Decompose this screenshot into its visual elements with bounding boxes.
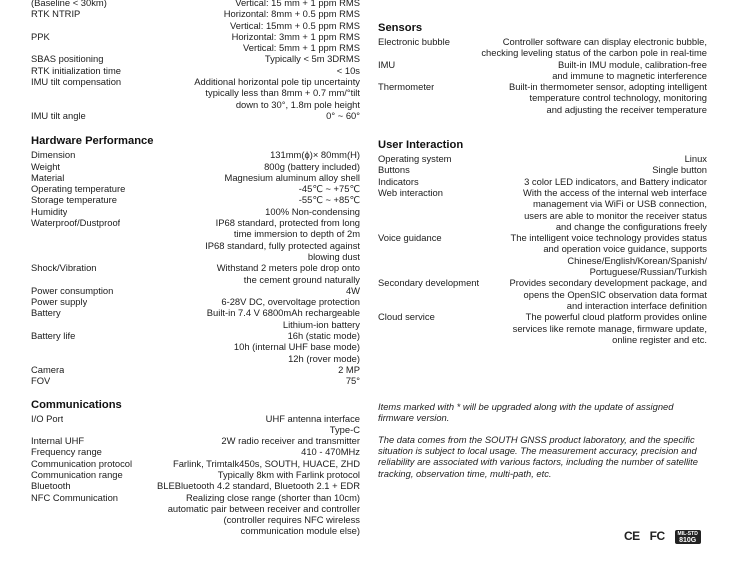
spec-value: [121, 65, 360, 76]
spec-value: [120, 217, 360, 262]
spec-value-lines: [113, 285, 360, 296]
spec-value-line: With the access of the internal web interface: [443, 187, 707, 198]
section-title: Communications: [31, 398, 122, 411]
spec-value-line: Realizing close range (shorter than 10cm): [118, 492, 360, 503]
spec-value-line: and change the configurations freely: [555, 220, 707, 232]
spec-value-line: 6-28V DC, overvoltage protection: [87, 296, 360, 307]
spec-value-line: Portuguese/Russian/Turkish: [589, 266, 707, 278]
spec-label: RTK NTRIP: [31, 8, 81, 20]
spec-value: [442, 232, 707, 277]
spec-value-line: 2 MP: [64, 364, 360, 375]
spec-row-operating-temperature: [31, 183, 360, 194]
spec-row-material: [31, 172, 360, 183]
spec-value-lines: [60, 161, 360, 172]
spec-value-lines: [125, 183, 360, 194]
spec-value-lines: [479, 277, 707, 311]
spec-value: [123, 469, 360, 480]
spec-value-lines: [63, 413, 360, 436]
spec-value-line: Vertical: 5mm + 1 ppm RMS: [243, 42, 360, 54]
spec-value-line: Controller software can display electronic bubble,: [450, 36, 707, 47]
spec-label: SBAS positioning: [31, 53, 104, 65]
spec-value: [125, 183, 360, 194]
spec-value-line: 100% Non-condensing: [67, 206, 360, 217]
spec-value: [75, 149, 360, 160]
spec-value-line: Farlink, Trimtalk450s, SOUTH, HUACE, ZHD: [132, 458, 360, 469]
spec-value-line: and interaction interface definition: [566, 299, 707, 311]
spec-value: [75, 330, 360, 364]
spec-row-communication-range: [31, 469, 360, 480]
spec-value: [107, 0, 360, 8]
section-user-interaction: [378, 139, 707, 345]
spec-value-line: blowing dust: [307, 250, 360, 262]
spec-value-lines: [97, 262, 361, 285]
spec-label: Power supply: [31, 296, 88, 308]
spec-value: [451, 153, 707, 164]
spec-row-imu-tilt-compensation: [31, 76, 360, 110]
spec-label: Bluetooth: [31, 480, 71, 492]
spec-value-line: < 10s: [121, 65, 360, 76]
spec-row-baseline-30km: [31, 0, 360, 8]
spec-label: Internal UHF: [31, 435, 85, 447]
spec-value-line: temperature control technology, monitoring: [529, 92, 707, 104]
spec-value-line: IP68 standard, fully protected against: [205, 239, 360, 251]
spec-value: [479, 277, 707, 311]
spec-value-line: online register and etc.: [612, 333, 707, 345]
spec-value: [80, 8, 360, 31]
spec-row-web-interaction: [378, 187, 707, 232]
spec-value-lines: [395, 59, 707, 82]
left-column: [31, 0, 360, 537]
spec-label: (Baseline < 30km): [31, 0, 107, 8]
spec-label: Battery life: [31, 330, 76, 342]
spec-label: IMU tilt compensation: [31, 76, 122, 88]
spec-value-line: users are able to monitor the receiver status: [524, 209, 707, 221]
spec-value: [395, 59, 707, 82]
spec-value-lines: [75, 149, 360, 160]
spec-value: [410, 164, 707, 175]
spec-label: Humidity: [31, 205, 68, 217]
spec-value-lines: [80, 8, 360, 31]
spec-row-frequency-range: [31, 446, 360, 457]
spec-label: I/O Port: [31, 412, 64, 424]
spec-value-line: checking leveling status of the carbon pole in real-time: [481, 47, 707, 59]
spec-value-lines: [107, 0, 360, 8]
spec-label: Thermometer: [378, 81, 435, 93]
spec-value-line: Horizontal: 3mm + 1 ppm RMS: [50, 31, 360, 42]
spec-row-internal-uhf: [31, 435, 360, 446]
left-sections: [31, 135, 360, 537]
spec-value: [61, 307, 360, 330]
fcc-mark-icon: FC: [649, 529, 665, 544]
mil-std-code: 810G: [679, 537, 697, 544]
spec-value-lines: [103, 53, 360, 64]
spec-value: [419, 176, 707, 187]
spec-value: [118, 492, 360, 537]
spec-label: Operating temperature: [31, 183, 126, 195]
spec-value-lines: [442, 232, 707, 277]
spec-label: Secondary development: [378, 277, 480, 289]
spec-row-rtk-ntrip: [31, 8, 360, 31]
right-sections: [378, 22, 707, 345]
spec-value-lines: [75, 330, 360, 364]
spec-value-lines: [120, 217, 360, 262]
spec-label: PPK: [31, 30, 50, 42]
spec-value-line: 4W: [113, 285, 360, 296]
spec-value-line: opens the OpenSIC observation data format: [523, 288, 707, 300]
spec-value: [63, 413, 360, 436]
spec-label: Weight: [31, 160, 61, 172]
spec-value-line: UHF antenna interface: [63, 413, 360, 424]
certification-marks: [624, 530, 701, 544]
spec-value-line: services like remote manage, firmware update,: [512, 322, 707, 334]
spec-value-lines: [86, 110, 360, 121]
spec-value: [102, 446, 360, 457]
spec-value-line: the cement ground naturally: [243, 273, 360, 285]
spec-value-line: The intelligent voice technology provides status: [442, 232, 707, 243]
spec-row-i-o-port: [31, 413, 360, 436]
spec-row-bluetooth: [31, 480, 360, 491]
spec-value: [71, 480, 360, 491]
footnote-firmware: Items marked with * will be upgraded along with the update of assigned firmware version.: [378, 401, 674, 424]
spec-value-lines: [410, 164, 707, 175]
spec-value-line: Horizontal: 8mm + 0.5 ppm RMS: [80, 8, 360, 19]
spec-row-ppk: [31, 31, 360, 54]
spec-value-line: Built-in thermometer sensor, adopting intelligent: [434, 81, 707, 92]
spec-value-lines: [118, 492, 360, 537]
spec-value: [86, 110, 360, 121]
spec-value-lines: [450, 36, 707, 59]
spec-value-lines: [443, 187, 707, 232]
spec-value-lines: [84, 435, 360, 446]
spec-value-line: 3 color LED indicators, and Battery indicator: [419, 176, 707, 187]
spec-value: [67, 206, 360, 217]
spec-value-lines: [132, 458, 360, 469]
spec-value: [64, 364, 360, 375]
spec-value-line: Linux: [451, 153, 707, 164]
spec-label: Buttons: [378, 164, 410, 176]
spec-row-voice-guidance: [378, 232, 707, 277]
mil-std-badge-icon: [675, 530, 701, 544]
spec-value-lines: [87, 296, 360, 307]
footnote-disclaimer: The data comes from the SOUTH GNSS product laboratory, and the specific situation is subject to local usage. The measurement accuracy, precision and reliability are associated with various factors, including the number of satellite tracking, observation time, multi-path, etc.: [378, 433, 698, 479]
spec-value: [443, 187, 707, 232]
spec-value-line: Built-in 7.4 V 6800mAh rechargeable: [61, 307, 360, 318]
spec-row-rtk-initialization-time: [31, 65, 360, 76]
spec-value: [97, 262, 361, 285]
spec-value-lines: [67, 206, 360, 217]
spec-value-line: down to 30°, 1.8m pole height: [235, 98, 360, 110]
spec-value-lines: [435, 311, 707, 345]
spec-value-line: time immersion to depth of 2m: [233, 228, 360, 240]
spec-row-cloud-service: [378, 311, 707, 345]
spec-value-line: Vertical: 15mm + 0.5 ppm RMS: [230, 19, 360, 31]
spec-value-line: Withstand 2 meters pole drop onto: [97, 262, 361, 273]
spec-label: IMU: [378, 58, 396, 70]
spec-row-buttons: [378, 164, 707, 175]
spec-row-humidity: [31, 206, 360, 217]
spec-label: Power consumption: [31, 284, 114, 296]
spec-value: [435, 311, 707, 345]
spec-value-line: and adjusting the receiver temperature: [546, 103, 707, 115]
spec-row-imu-tilt-angle: [31, 110, 360, 121]
spec-label: Battery: [31, 307, 61, 319]
spec-value-line: 75°: [50, 375, 360, 386]
spec-value: [84, 435, 360, 446]
spec-label: Communication protocol: [31, 457, 133, 469]
spec-value-line: 10h (internal UHF base mode): [233, 341, 360, 353]
spec-value-line: Typically 8km with Farlink protocol: [123, 469, 360, 480]
spec-value-line: IP68 standard, protected from long: [120, 217, 360, 228]
spec-value-lines: [61, 307, 360, 330]
spec-row-power-consumption: [31, 285, 360, 296]
spec-value: [50, 31, 360, 54]
spec-value-line: Lithium-ion battery: [282, 318, 360, 330]
spec-value: [450, 36, 707, 59]
spec-row-sbas-positioning: [31, 53, 360, 64]
spec-value-line: and operation voice guidance, supports: [543, 243, 707, 255]
spec-label: Cloud service: [378, 311, 435, 323]
spec-label: Voice guidance: [378, 232, 442, 244]
spec-value: [103, 53, 360, 64]
spec-row-storage-temperature: [31, 194, 360, 205]
spec-value-line: -45℃ ~ +75℃: [125, 183, 360, 194]
spec-label: Waterproof/Dustproof: [31, 217, 121, 229]
spec-value-line: BLEBluetooth 4.2 standard, Bluetooth 2.1 + EDR: [71, 480, 360, 491]
spec-value-line: Typically < 5m 3DRMS: [103, 53, 360, 64]
spec-value-lines: [123, 469, 360, 480]
spec-row-fov: [31, 375, 360, 386]
spec-label: IMU tilt angle: [31, 109, 86, 121]
spec-value-line: 131mm(ϕ)× 80mm(H): [75, 149, 360, 160]
spec-label: Web interaction: [378, 186, 443, 198]
spec-value-lines: [434, 81, 707, 115]
spec-value: [113, 285, 360, 296]
section-title: Sensors: [378, 22, 423, 34]
spec-label: NFC Communication: [31, 491, 119, 503]
spec-row-indicators: [378, 176, 707, 187]
spec-value-line: management via WiFi or USB connection,: [532, 198, 707, 210]
spec-value-lines: [64, 364, 360, 375]
section-hardware-performance: [31, 135, 360, 386]
spec-value-lines: [419, 176, 707, 187]
spec-value-line: Built-in IMU module, calibration-free: [395, 59, 707, 70]
spec-value-line: 2W radio receiver and transmitter: [84, 435, 360, 446]
section-title: User Interaction: [378, 139, 464, 152]
spec-row-thermometer: [378, 81, 707, 115]
spec-label: Storage temperature: [31, 194, 117, 206]
spec-value-lines: [121, 76, 360, 110]
accuracy-continuation: [31, 0, 360, 121]
spec-value-line: (controller requires NFC wireless: [223, 514, 360, 526]
spec-value-line: and immune to magnetic interference: [552, 69, 707, 81]
spec-row-secondary-development: [378, 277, 707, 311]
mil-std-label: MIL-STD: [677, 531, 698, 537]
spec-value: [121, 76, 360, 110]
spec-value-line: 0° ~ 60°: [86, 110, 360, 121]
spec-row-electronic-bubble: [378, 36, 707, 59]
ce-mark-icon: CE: [624, 529, 640, 544]
spec-row-shock-vibration: [31, 262, 360, 285]
spec-value-lines: [50, 31, 360, 54]
right-column: [378, 0, 707, 489]
spec-value: [117, 194, 360, 205]
spec-label: FOV: [31, 375, 51, 387]
spec-label: Frequency range: [31, 446, 102, 458]
spec-row-nfc-communication: [31, 492, 360, 537]
spec-row-camera: [31, 364, 360, 375]
spec-value-line: typically less than 8mm + 0.7 mm/°tilt: [205, 87, 360, 99]
spec-value: [132, 458, 360, 469]
spec-value: [64, 172, 360, 183]
spec-value-line: communication module else): [240, 525, 360, 537]
spec-label: Dimension: [31, 149, 76, 161]
spec-row-imu: [378, 59, 707, 82]
section-communications: [31, 399, 360, 537]
spec-label: RTK initialization time: [31, 64, 121, 76]
section-title: Hardware Performance: [31, 135, 154, 148]
spec-row-communication-protocol: [31, 458, 360, 469]
spec-value-line: The powerful cloud platform provides online: [435, 311, 707, 322]
spec-row-battery: [31, 307, 360, 330]
spec-value-line: 410 - 470MHz: [102, 446, 360, 457]
spec-value-lines: [117, 194, 360, 205]
spec-row-power-supply: [31, 296, 360, 307]
footnotes: [378, 401, 707, 479]
spec-value-line: Additional horizontal pole tip uncertainty: [121, 76, 360, 87]
section-sensors: [378, 22, 707, 115]
spec-value-lines: [71, 480, 360, 491]
spec-value: [434, 81, 707, 115]
spec-value-lines: [64, 172, 360, 183]
spec-value-line: 12h (rover mode): [288, 352, 360, 364]
spec-value-line: Provides secondary development package, and: [479, 277, 707, 288]
spec-value-line: 16h (static mode): [75, 330, 360, 341]
spec-label: Material: [31, 171, 65, 183]
spec-value: [87, 296, 360, 307]
spec-value-lines: [102, 446, 360, 457]
spec-value-line: Single button: [410, 164, 707, 175]
spec-value-line: Type-C: [329, 423, 360, 435]
spec-label: Shock/Vibration: [31, 262, 97, 274]
spec-row-battery-life: [31, 330, 360, 364]
spec-row-dimension: [31, 149, 360, 160]
spec-value-line: 800g (battery included): [60, 161, 360, 172]
spec-row-weight: [31, 161, 360, 172]
spec-row-waterproof-dustproof: [31, 217, 360, 262]
spec-value-line: Chinese/English/Korean/Spanish/: [567, 254, 707, 266]
spec-label: Communication range: [31, 468, 123, 480]
spec-label: Operating system: [378, 153, 452, 165]
spec-label: Indicators: [378, 175, 419, 187]
spec-value-line: automatic pair between receiver and controller: [167, 502, 360, 514]
spec-label: Electronic bubble: [378, 36, 450, 47]
spec-value-line: -55℃ ~ +85℃: [117, 194, 360, 205]
spec-value-lines: [451, 153, 707, 164]
spec-value-line: Vertical: 15 mm + 1 ppm RMS: [107, 0, 360, 8]
spec-value: [60, 161, 360, 172]
spec-value-line: Magnesium aluminum alloy shell: [64, 172, 360, 183]
spec-value-lines: [50, 375, 360, 386]
spec-value-lines: [121, 65, 360, 76]
spec-row-operating-system: [378, 153, 707, 164]
spec-value: [50, 375, 360, 386]
spec-label: Camera: [31, 363, 65, 375]
